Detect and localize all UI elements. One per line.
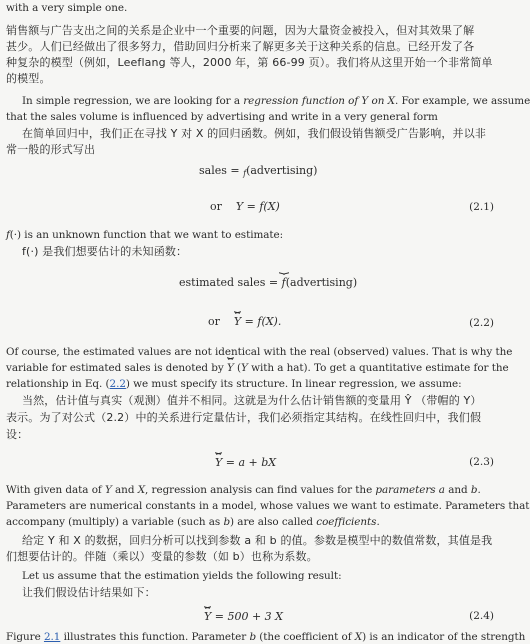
- text-line-16: 表示。为了对公式（2.2）中的关系进行定量估计，我们必须指定其结构。在线性回归中，我们假: [6, 411, 482, 424]
- equation-2-1-line2: [210, 200, 280, 213]
- eq-formula: = f(X).: [241, 315, 282, 328]
- equation-number-2-4: (2.4): [469, 610, 494, 622]
- text-line-4: 种复杂的模型（例如，Leeflang 等人，2000 年，第 66-99 页）。我们将从这里开始一个非常简单: [6, 56, 493, 69]
- text-line-23: Let us assume that the estimation yields the following result:: [22, 570, 342, 582]
- equation-2-4: [204, 610, 283, 623]
- text-line-10: f(·) is an unknown function that we want to estimate:: [6, 229, 284, 241]
- eq-or: or: [210, 200, 222, 213]
- text-line-18: With given data of Y and X, regression analysis can find values for the parameters a and b.: [6, 484, 481, 496]
- equation-number-2-1: (2.1): [469, 201, 494, 213]
- equation-2-2-line2: [208, 315, 281, 328]
- text-line-15: 当然，估计值与真实（观测）值并不相同。这就是为什么估计销售额的变量用 Ŷ （带帽的 Y）: [22, 394, 482, 407]
- eq-or: or: [208, 315, 220, 328]
- equation-2-1-line1: [199, 164, 317, 177]
- figure-2-1-link[interactable]: 2.1: [43, 631, 61, 643]
- eq-y-hat: Y: [215, 456, 223, 469]
- text-line-8: 在简单回归中，我们正在寻找 Y 对 X 的回归函数。例如，我们假设销售额受广告影响，并以非: [22, 127, 486, 140]
- equation-number-2-2: (2.2): [469, 317, 494, 329]
- text-line-14: relationship in Eq. (2.2) we must specify its structure. In linear regression, we assume:: [6, 378, 462, 390]
- equation-2-3: [215, 456, 276, 469]
- eq-label: estimated sales =: [179, 276, 279, 289]
- text-line-25: Figure 2.1 illustrates this function. Parameter b (the coefficient of X) is an indicator of the strength: [6, 631, 526, 643]
- text-line-9: 常一般的形式写出: [6, 143, 96, 156]
- eq-function: f: [243, 169, 247, 178]
- text-line-11: f(·) 是我们想要估计的未知函数：: [22, 245, 188, 258]
- text-line-5: 的模型。: [6, 72, 51, 85]
- text-line-6: In simple regression, we are looking for a regression function of Y on X. For example, we assume: [22, 95, 530, 107]
- equation-2-2-line1: [179, 276, 357, 289]
- eq-function-hat: f: [281, 276, 286, 289]
- eq-y-hat: Y: [204, 610, 212, 623]
- eq-formula: = a + bX: [222, 456, 277, 469]
- text-line-17: 设：: [6, 428, 29, 441]
- eq-argument: (advertising): [246, 164, 318, 177]
- eq-argument: (advertising): [285, 276, 358, 289]
- text-line-19: Parameters are numerical constants in a model, whose values we want to estimate. Parameters that: [6, 500, 530, 512]
- text-line-13: variable for estimated sales is denoted by Y (Y with a hat). To get a quantitative estimate for the: [6, 362, 509, 374]
- text-line-24: 让我们假设估计结果如下：: [22, 586, 156, 599]
- equation-number-2-3: (2.3): [469, 456, 494, 468]
- eq-formula: = 500 + 3 X: [211, 610, 284, 623]
- text-line-20: accompany (multiply) a variable (such as b) are also called coefficients.: [6, 516, 380, 528]
- eq-y-hat: Y: [233, 315, 242, 328]
- text-line-7: that the sales volume is influenced by advertising and write in a very general form: [6, 111, 438, 123]
- text-line-22: 们想要估计的。伴随（乘以）变量的参数（如 b）也称为系数。: [6, 550, 318, 563]
- eq-formula: Y = f(X): [235, 200, 280, 213]
- text-line-2: 销售额与广告支出之间的关系是企业中一个重要的问题，因为大量资金被投入，但对其效果了解: [6, 24, 475, 37]
- eq-2-2-link[interactable]: 2.2: [109, 378, 126, 390]
- text-line-21: 给定 Y 和 X 的数据，回归分析可以找到参数 a 和 b 的值。参数是模型中的数值常数，其值是我: [22, 534, 493, 547]
- text-line-1: with a very simple one.: [6, 2, 128, 14]
- eq-label: sales =: [199, 164, 240, 177]
- text-line-12: Of course, the estimated values are not identical with the real (observed) values. That is why the: [6, 346, 513, 358]
- text-line-3: 甚少。人们已经做出了很多努力，借助回归分析来了解更多关于这种关系的信息。已经开发了各: [6, 40, 475, 53]
